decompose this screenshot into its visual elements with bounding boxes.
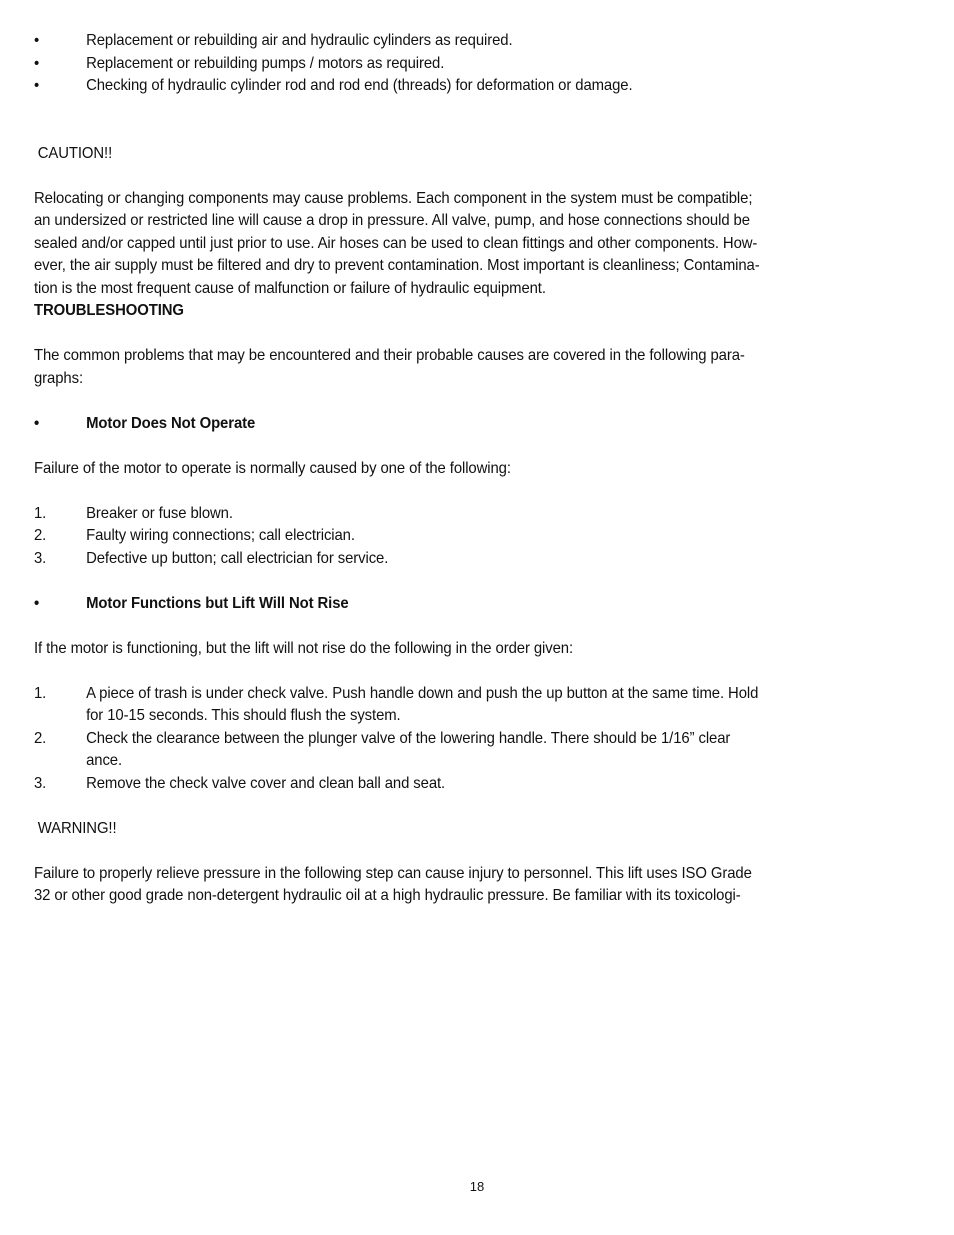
list-item-line: for 10-15 seconds. This should flush the system.	[86, 707, 401, 724]
list-item	[34, 683, 874, 728]
section-heading-text: Motor Does Not Operate	[86, 414, 256, 432]
warning-heading: WARNING!!	[37, 819, 117, 837]
document-body	[34, 30, 874, 908]
list-item-text: Replacement or rebuilding air and hydraulic cylinders as required.	[86, 32, 513, 49]
list-number: 3.	[34, 774, 47, 792]
bullet-marker: •	[34, 414, 40, 432]
troubleshooting-intro	[34, 345, 874, 390]
list-number: 2.	[34, 729, 47, 747]
list-item	[34, 728, 874, 773]
paragraph-line: 32 or other good grade non-detergent hydraulic oil at a high hydraulic pressure. Be familiar with its toxicologi-	[34, 887, 741, 904]
list-item	[34, 548, 874, 571]
list-item-line: Remove the check valve cover and clean ball and seat.	[86, 774, 446, 792]
paragraph-line: Failure to properly relieve pressure in the following step can cause injury to personnel. This lift uses ISO Grade	[34, 864, 752, 882]
list-item-text: Breaker or fuse blown.	[86, 504, 233, 522]
list-item	[34, 773, 874, 796]
list-number: 1.	[34, 684, 47, 702]
list-item-text: Replacement or rebuilding pumps / motors as required.	[86, 54, 445, 72]
paragraph-line: Relocating or changing components may cause problems. Each component in the system must be compatible;	[34, 189, 753, 207]
paragraph-line: The common problems that may be encountered and their probable causes are covered in the following para-	[34, 347, 745, 364]
list-item	[34, 30, 874, 53]
bullet-marker: •	[34, 594, 40, 612]
bullet-marker: •	[34, 77, 40, 94]
list-item-text: Checking of hydraulic cylinder rod and rod end (threads) for deformation or damage.	[86, 77, 633, 94]
list-item-text: Faulty wiring connections; call electrician.	[86, 527, 355, 544]
list-item	[34, 525, 874, 548]
paragraph-line: tion is the most frequent cause of malfunction or failure of hydraulic equipment.	[34, 279, 546, 297]
caution-paragraph	[34, 188, 874, 301]
motor-not-operate-list	[34, 503, 874, 571]
list-item-text: Defective up button; call electrician for service.	[86, 549, 389, 567]
list-item-line: A piece of trash is under check valve. Push handle down and push the up button at the same time. Hold	[86, 684, 759, 702]
motor-not-operate-heading	[34, 413, 874, 436]
list-item-line: Check the clearance between the plunger valve of the lowering handle. There should be 1/16” clear	[86, 729, 731, 747]
paragraph-line: an undersized or restricted line will cause a drop in pressure. All valve, pump, and hose connections should be	[34, 212, 750, 229]
list-item	[34, 53, 874, 76]
list-item	[34, 75, 874, 98]
motor-functions-list	[34, 683, 874, 796]
maintenance-list	[34, 30, 874, 98]
bullet-marker: •	[34, 32, 40, 49]
list-number: 1.	[34, 504, 47, 522]
list-number: 2.	[34, 527, 47, 544]
motor-functions-intro: If the motor is functioning, but the lift will not rise do the following in the order given:	[34, 639, 573, 657]
document-page	[34, 30, 874, 908]
list-number: 3.	[34, 549, 47, 567]
page-number: 18	[469, 1179, 485, 1194]
bullet-marker: •	[34, 54, 40, 72]
paragraph-line: ever, the air supply must be filtered and dry to prevent contamination. Most important is cleanliness; Contamina-	[34, 257, 760, 274]
section-heading-text: Motor Functions but Lift Will Not Rise	[86, 594, 349, 612]
troubleshooting-heading: TROUBLESHOOTING	[34, 302, 184, 319]
paragraph-line: graphs:	[34, 369, 83, 387]
paragraph-line: sealed and/or capped until just prior to use. Air hoses can be used to clean fittings and other components. How-	[34, 234, 758, 252]
motor-functions-heading	[34, 593, 874, 616]
list-item-line: ance.	[86, 752, 123, 769]
list-item	[34, 503, 874, 526]
caution-heading: CAUTION!!	[37, 144, 113, 162]
motor-not-operate-intro: Failure of the motor to operate is normally caused by one of the following:	[34, 459, 511, 477]
warning-paragraph	[34, 863, 874, 908]
